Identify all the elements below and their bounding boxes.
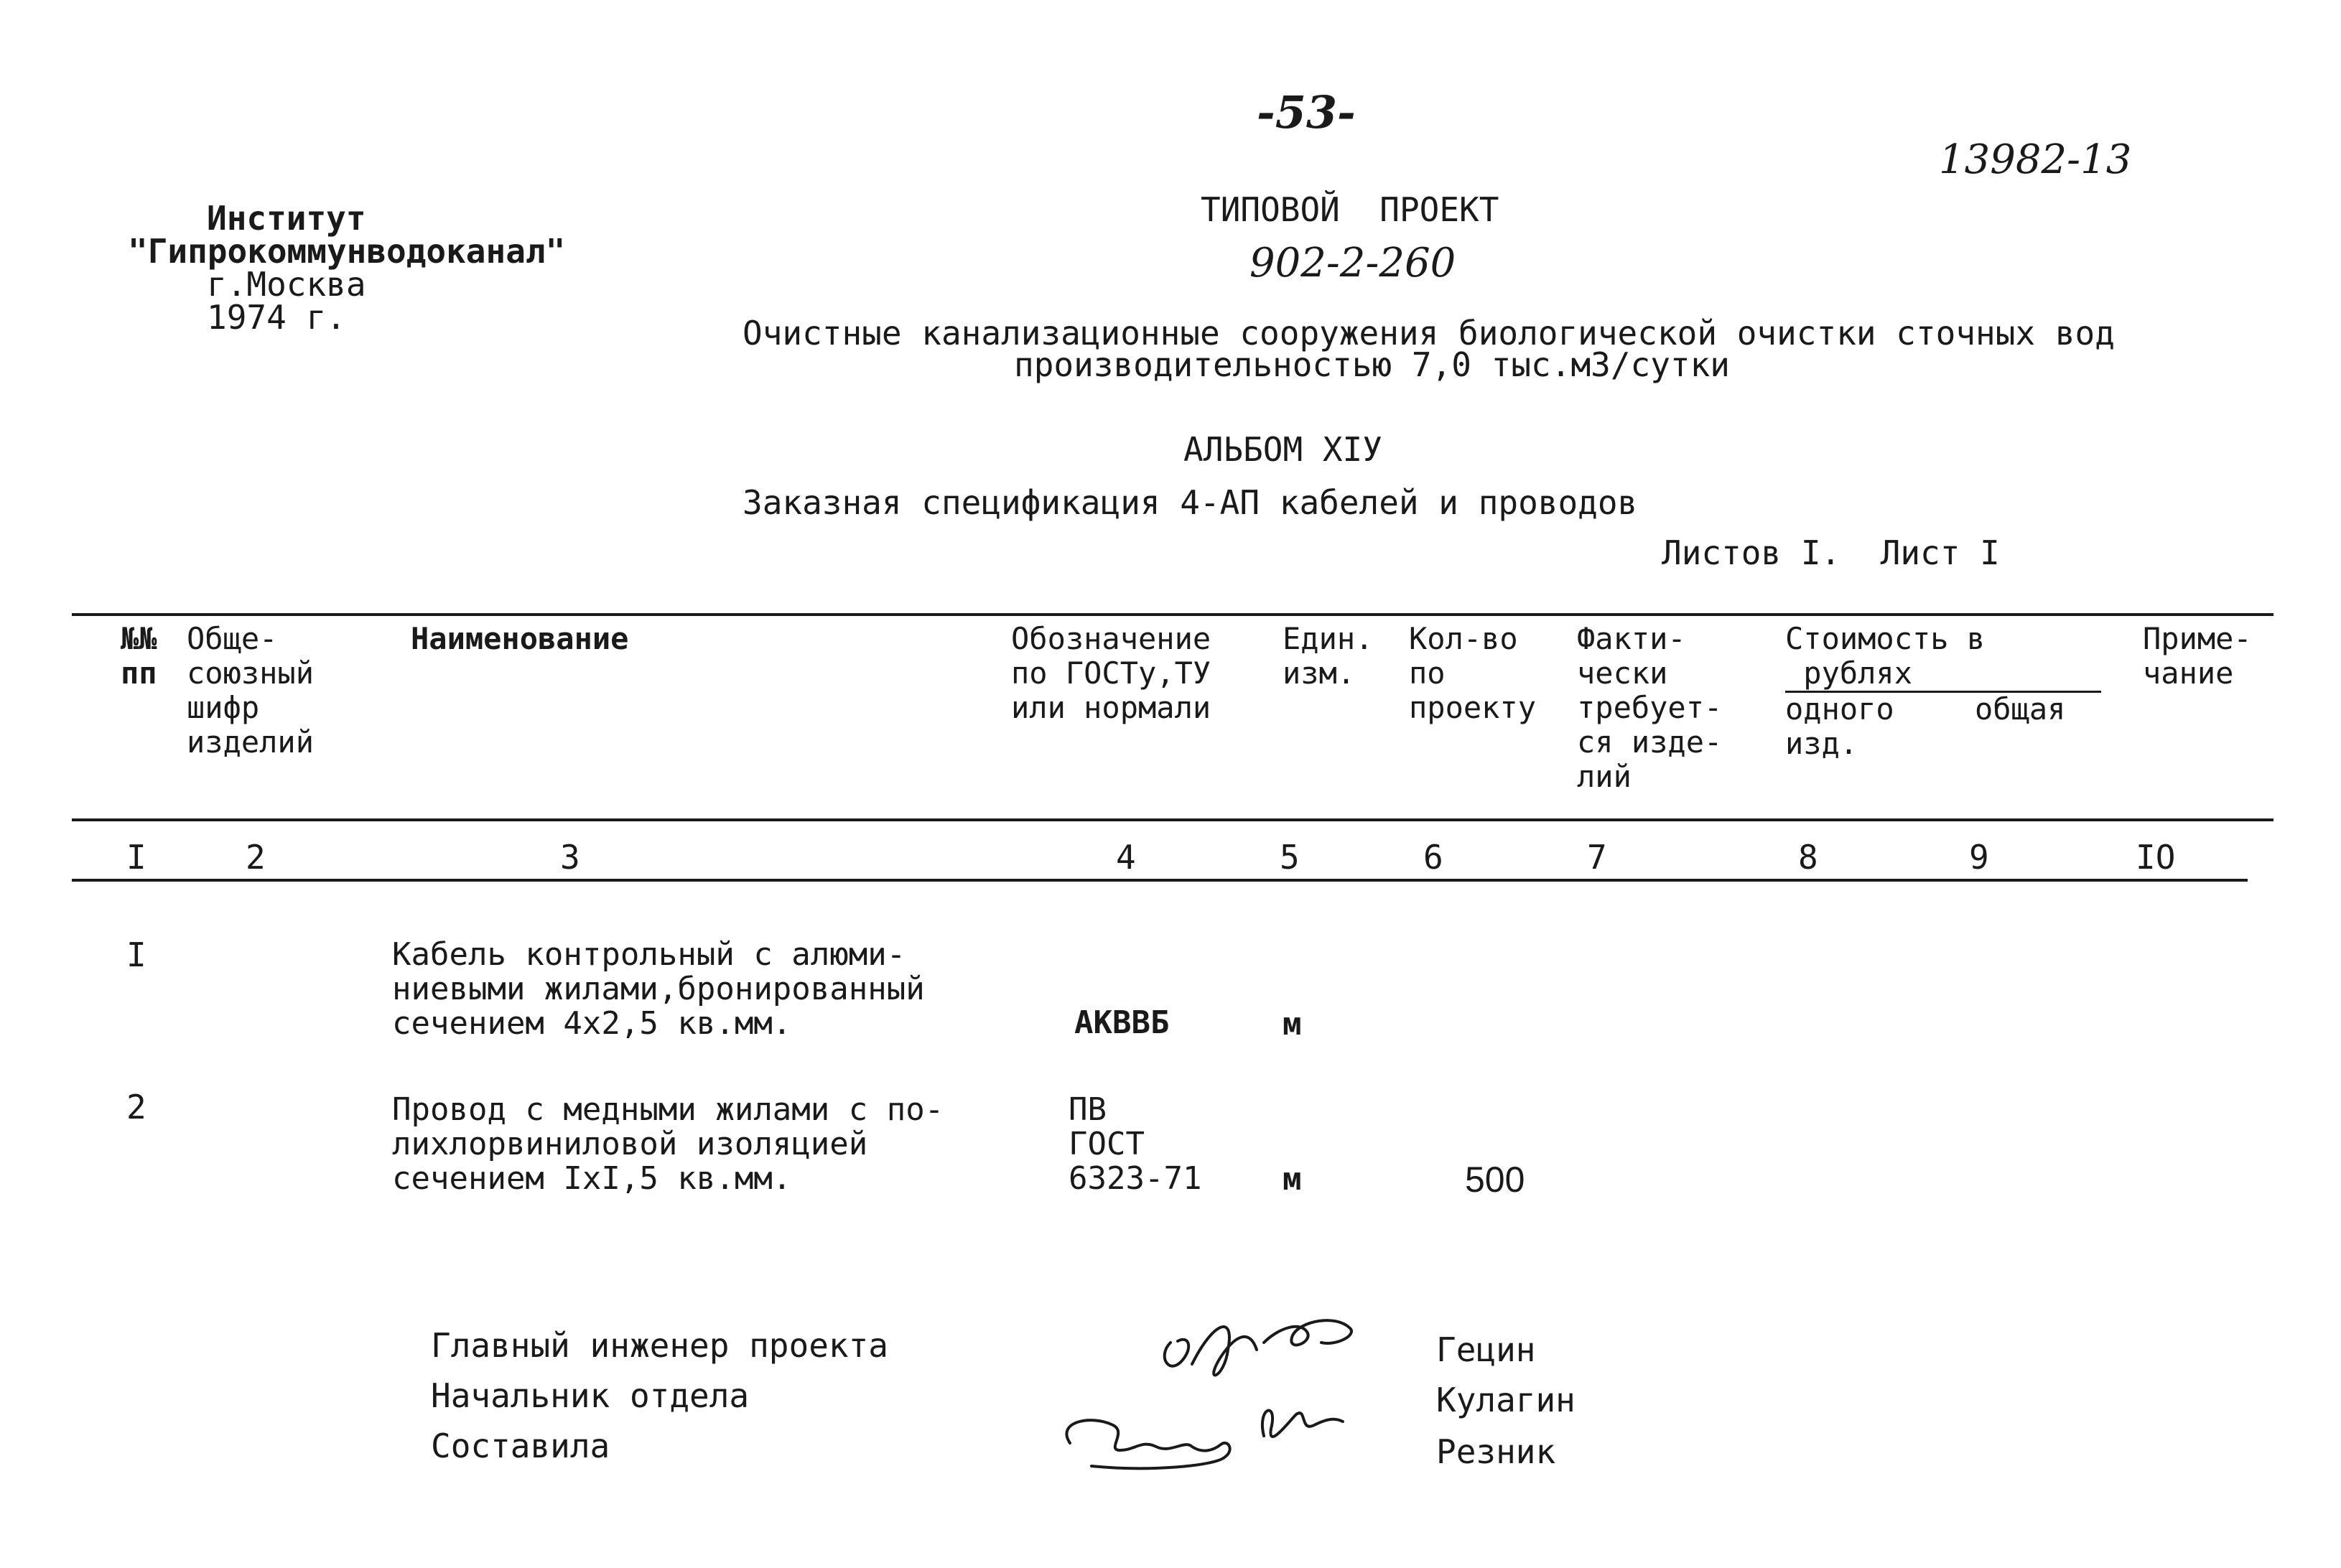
header-col-8-9-group: Стоимость в рублях [1785, 621, 1986, 691]
institute-name: "Гипрокоммунводоканал" [128, 232, 566, 271]
column-number: 3 [560, 838, 580, 877]
header-col-4: Обозначение по ГОСТу,ТУ или нормали [1011, 621, 1211, 725]
column-number: 6 [1423, 838, 1443, 877]
header-col-6: Кол-во по проекту [1409, 621, 1537, 725]
header-col-5: Един. изм. [1283, 621, 1374, 691]
signatory-name: Гецин [1436, 1330, 1536, 1369]
institute-year: 1974 г. [207, 298, 346, 337]
signature-role: Главный инженер проекта [431, 1326, 888, 1365]
item-name: Кабель контрольный с алюми- ниевыми жилами,бронированный сечением 4х2,5 кв.мм. [392, 936, 925, 1042]
header-col-7: Факти- чески требует- ся изде- лий [1577, 621, 1723, 794]
header-col-8: одного изд. [1785, 691, 1894, 761]
column-number: 9 [1969, 838, 1989, 877]
signature-role: Начальник отдела [431, 1376, 750, 1415]
institute-label: Институт [207, 199, 366, 238]
column-number: I [126, 838, 146, 877]
handwritten-signatures [1048, 1278, 1479, 1493]
table-top-rule [72, 613, 2273, 616]
header-bottom-rule [72, 818, 2273, 821]
item-designation: АКВВБ [1074, 1004, 1170, 1041]
header-col-1: №№ пп [121, 621, 157, 691]
item-unit: м [1283, 1161, 1302, 1198]
project-label: ТИПОВОЙ ПРОЕКТ [1201, 190, 1499, 229]
header-col-3: Наименование [411, 621, 629, 656]
column-number: IO [2136, 838, 2176, 877]
column-number: 2 [246, 838, 266, 877]
row-number: 2 [126, 1088, 146, 1126]
item-quantity: 500 [1465, 1159, 1525, 1200]
column-number: 7 [1587, 838, 1607, 877]
header-col-9: общая [1975, 691, 2066, 727]
column-number: 8 [1798, 838, 1818, 877]
project-description-line2: производительностью 7,0 тыс.м3/сутки [1014, 345, 1730, 384]
sheets-info: Листов I. Лист I [1662, 533, 2000, 572]
specification-title: Заказная спецификация 4-АП кабелей и проводов [743, 483, 1638, 522]
header-col-10: Приме- чание [2143, 621, 2252, 691]
signature-role: Составила [431, 1427, 610, 1465]
column-numbers-rule [72, 879, 2248, 882]
institute-city: г.Москва [207, 265, 366, 304]
album-title: АЛЬБОМ XIУ [1183, 430, 1382, 469]
project-description-line1: Очистные канализационные сооружения биологической очистки сточных вод [743, 314, 2115, 353]
item-designation: ПВ ГОСТ 6323-71 [1069, 1091, 1202, 1197]
archive-number: 13982-13 [1939, 136, 2132, 183]
column-number: 4 [1116, 838, 1136, 877]
row-number: I [126, 935, 146, 974]
item-name: Провод с медными жилами с по- лихлорвиниловой изоляцией сечением IxI,5 кв.мм. [392, 1091, 944, 1197]
item-unit: м [1283, 1006, 1302, 1042]
signatory-name: Кулагин [1436, 1381, 1576, 1419]
header-col-2: Обще- союзный шифр изделий [187, 621, 315, 760]
signatory-name: Резник [1436, 1432, 1556, 1471]
column-number: 5 [1280, 838, 1300, 877]
page-number: -53- [1257, 86, 1356, 139]
project-number: 902-2-260 [1249, 240, 1456, 286]
